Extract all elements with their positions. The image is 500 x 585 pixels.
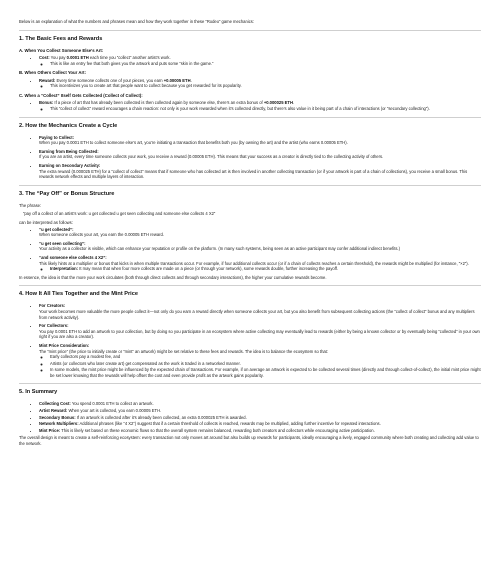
- phrase-quote: “pay off a collect of an artist’s work: u get collected u get seen collecting and someone else collects 4 X2”: [23, 211, 216, 217]
- divider: [19, 285, 481, 286]
- list-item: • “u get collected”: When someone collects your art, you earn the 0.00005 ETH reward.: [39, 227, 481, 238]
- section-4-heading: 4. How It All Ties Together and the Mint Price: [19, 291, 138, 298]
- list-item: • Artist Reward: When your art is collected, you earn 0.00005 ETH.: [39, 408, 481, 414]
- list-item: • “and someone else collects 4 X2”: This likely hints at a multiplier or bonus that kicks in when multiple transactions occur. For example, if four additional collects occur (or if a chain of collects reaches a certain threshold), the rewards might be multiplied (for instance, “×2”). ◦ Interpretation: It may mean that when four more collects are made on a piece (or through your network), some rewards double, further increasing the payoff.: [39, 255, 481, 272]
- list-item: • “u get seen collecting”: Your activity as a collector is visible, which can enhance your reputation or profile on the platform. (In many such systems, being seen as an active participant may confer additional indirect benefits.): [39, 241, 481, 252]
- list-item: • For Creators: Your work becomes more valuable the more people collect it—not only do you earn a reward directly when someone collects your art, but you also benefit from subsequent collecting actions (the “collect of collect” bonus and any multipliers from network activity).: [39, 303, 481, 320]
- divider: [19, 185, 481, 186]
- sub-list-item: ◦ In some models, the mint price might be influenced by the expected chain of transactions. For example, if on average an artwork is expected to be collected several times (directly and through collect-of-collect), the initial mint price might be set lower knowing that the rewards will help offset the cost and even provide profit as the artwork gains popularity.: [50, 367, 481, 378]
- phrase-label: The phrase:: [19, 202, 42, 208]
- section-4-list: [19, 303, 481, 378]
- subsection-b-heading: B. When Others Collect Your Art:: [19, 70, 87, 76]
- list-item: • Cost: You pay 0.0001 ETH each time you “collect” another artist’s work. ◦ This is like an entry fee that both gives you the artwork and puts some “skin in the game.”: [39, 55, 481, 66]
- divider: [19, 117, 481, 118]
- list-item: • Network Multipliers: Additional phrases (like “4 X2”) suggest that if a certain threshold of collects is reached, rewards may be multiplied, adding further incentive for repeated interactions.: [39, 421, 481, 427]
- intro-text: Below is an explanation of what the numbers and phrases mean and how they work together in these “Rodeo” game mechanics:: [19, 19, 255, 24]
- section-3-list: [19, 227, 481, 272]
- list-item: • For Collectors: You pay 0.0001 ETH to add an artwork to your collection, but by doing so you participate in an ecosystem where active collecting may eventually lead to rewards (either by being a known collector or by eventually being “collected” in your own right if you are also a creator).: [39, 323, 481, 340]
- divider: [19, 383, 481, 384]
- section-5-heading: 5. In Summary: [19, 389, 58, 396]
- list-item: • Earning on Secondary Activity: The extra reward (0.000025 ETH) for a “collect of collect” means that if someone who has collected art is then involved in another collecting transaction (or if your artwork is part of a chain of collections), you receive a small bonus. This rewards network effects and multiple layers of interaction.: [39, 163, 481, 180]
- section-2-heading: 2. How the Mechanics Create a Cycle: [19, 122, 118, 129]
- subsection-b-list: [19, 78, 481, 89]
- sub-list-item: ◦ This “collect of collect” reward encourages a chain reaction: not only is your work rewarded when it’s collected directly, but there’s also value in it being part of a chain of interactions (or “secondary collecting”).: [50, 106, 481, 112]
- interpretation-intro: can be interpreted as follows:: [19, 220, 73, 225]
- list-item: • Secondary Bonus: If an artwork is collected after it’s already been collected, an extra 0.000025 ETH is awarded.: [39, 415, 481, 421]
- sub-list-item: ◦ This is like an entry fee that both gives you the artwork and puts some “skin in the game.”: [50, 61, 481, 67]
- subsection-c-list: [19, 100, 481, 111]
- subsection-a-list: [19, 55, 481, 66]
- sub-list-item: ◦ Artists (or collectors who later create art) get compensated as the work is traded in a networked manner.: [50, 361, 481, 367]
- subsection-a-heading: A. When You Collect Someone Else’s Art:: [19, 47, 104, 53]
- essence-text: In essence, the idea is that the more your work circulates (both through direct collects and through secondary interactions), the higher your cumulative rewards become.: [19, 274, 327, 280]
- list-item: • Bonus: If a piece of art that has already been collected is then collected again by someone else, there’s an extra bonus of +0.000025 ETH. ◦ This “collect of collect” reward encourages a chain reaction: not only is your work rewarded when it’s collected directly, but there’s also value in it being part of a chain of interactions (or “secondary collecting”).: [39, 100, 481, 111]
- closing-text: The overall design is meant to create a self-reinforcing ecosystem: every transaction not only moves art around but also builds up rewards for participants, ideally encouraging a lively, engaged community where both creating and collecting add value to the network.: [19, 435, 479, 447]
- section-5-list: [19, 401, 481, 433]
- sub-list-item: ◦ This incentivizes you to create art that people want to collect because you get rewarded for its popularity.: [50, 83, 481, 89]
- sub-list-item: ◦ Interpretation: It may mean that when four more collects are made on a piece (or through your network), some rewards double, further increasing the payoff.: [50, 266, 481, 272]
- section-2-list: [19, 135, 481, 180]
- section-3-heading: 3. The “Pay Off” or Bonus Structure: [19, 190, 115, 197]
- list-item: • Reward: Every time someone collects one of your pieces, you earn +0.00005 ETH. ◦ This incentivizes you to create art that people want to collect because you get rewarded for its popularity.: [39, 78, 481, 89]
- divider: [19, 30, 481, 31]
- list-item: • Paying to Collect: When you pay 0.0001 ETH to collect someone else’s art, you’re initiating a transaction that benefits both you (by owning the art) and the artist (who earns 0.00005 ETH).: [39, 135, 481, 146]
- list-item: • Mint Price Consideration: The “mint price” (the price to initially create or “mint” an artwork) might be set relative to these fees and rewards. The idea is to balance the ecosystem so that: ◦ Early collectors pay a modest fee, and ◦ Artists (or collectors who later create art) get compensated as the work is traded in a networked manner. ◦ In some models, the mint price might be influenced by the expected chain of transactions. For example, if on average an artwork is expected to be collected several times (directly and through collect-of-collect), the initial mint price might be set lower knowing that the rewards will help offset the cost and even provide profit as the artwork gains popularity.: [39, 343, 481, 379]
- list-item: • Earning from Being Collected: If you are an artist, every time someone collects your work, you receive a reward (0.00005 ETH). This means that your success as a creator is directly tied to the collecting activity of others.: [39, 149, 481, 160]
- list-item: • Collecting Cost: You spend 0.0001 ETH to collect an artwork.: [39, 401, 481, 407]
- subsection-c-heading: C. When a “Collect” Itself Gets Collected (Collect of Collect):: [19, 92, 143, 98]
- list-item: • Mint Price: This is likely set based on these economic flows so that the overall system remains balanced, rewarding both creators and collectors while encouraging active participation.: [39, 428, 481, 434]
- sub-list-item: ◦ Early collectors pay a modest fee, and: [50, 354, 481, 360]
- section-1-heading: 1. The Basic Fees and Rewards: [19, 35, 103, 42]
